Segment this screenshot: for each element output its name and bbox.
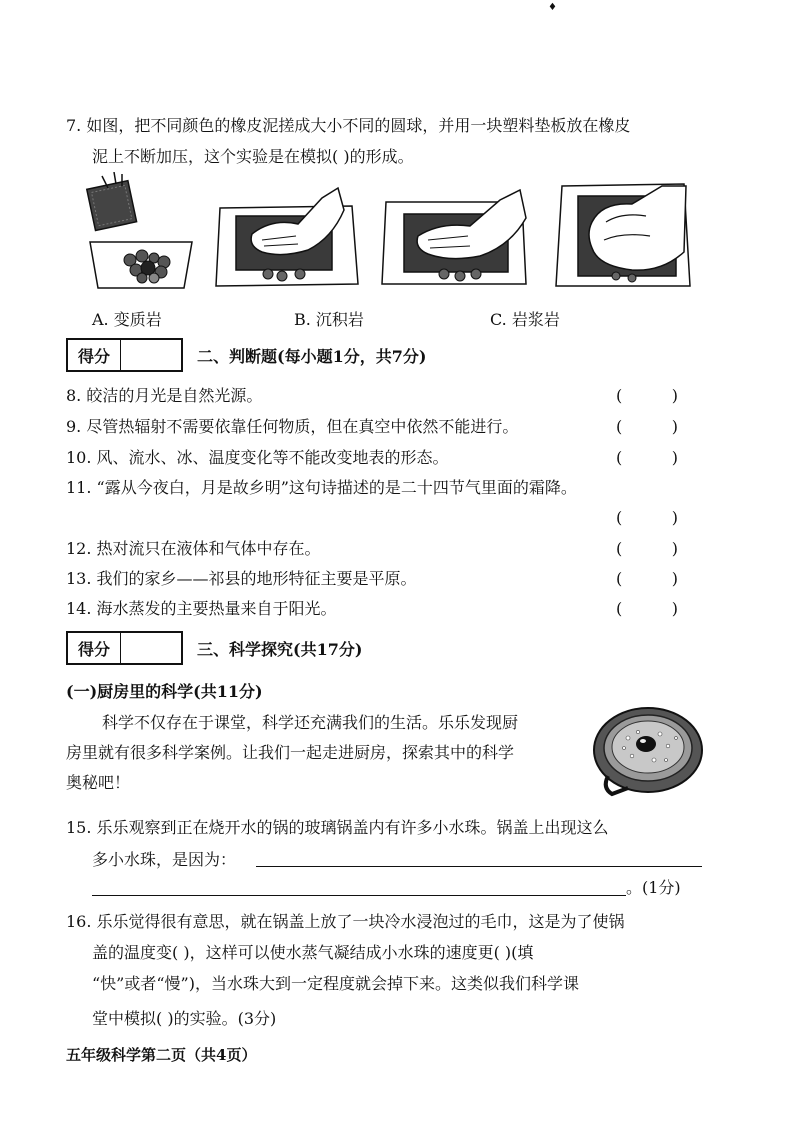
q9-answer-paren[interactable]: ( ) xyxy=(616,417,678,436)
section2-header xyxy=(66,338,426,372)
q16-line1: 16. 乐乐觉得很有意思，就在锅盖上放了一块冷水浸泡过的毛巾，这是为了使锅 xyxy=(66,912,625,931)
q10-answer-paren[interactable]: ( ) xyxy=(616,448,678,467)
pot-lid-image xyxy=(588,702,706,800)
q8-text: 8. 皎洁的月光是自然光源。 xyxy=(66,386,263,405)
q15-answer-line-2[interactable] xyxy=(92,895,626,896)
q11-answer-paren[interactable]: ( ) xyxy=(616,508,678,527)
q7-figure-1 xyxy=(84,172,198,292)
subsection-title: (一)厨房里的科学(共11分) xyxy=(66,682,263,701)
score-box xyxy=(66,631,183,665)
q15-answer-line-1[interactable] xyxy=(256,866,702,867)
q7-option-b: B. 沉积岩 xyxy=(294,310,364,329)
q16-line3: “快”或者“慢”)，当水珠大到一定程度就会掉下来。这类似我们科学课 xyxy=(92,974,579,993)
q10-text: 10. 风、流水、冰、温度变化等不能改变地表的形态。 xyxy=(66,448,449,467)
score-label: 得分 xyxy=(68,340,121,370)
q7-option-a: A. 变质岩 xyxy=(92,310,162,329)
intro-line1: 科学不仅存在于课堂，科学还充满我们的生活。乐乐发现厨 xyxy=(102,713,519,732)
q14-answer-paren[interactable]: ( ) xyxy=(616,599,678,618)
intro-line3: 奥秘吧！ xyxy=(66,773,131,792)
q8-answer-paren[interactable]: ( ) xyxy=(616,386,678,405)
score-box xyxy=(66,338,183,372)
q13-text: 13. 我们的家乡——祁县的地形特征主要是平原。 xyxy=(66,569,417,588)
score-label: 得分 xyxy=(68,633,121,663)
q7-figure-2 xyxy=(212,178,360,290)
q15-line2: 多小水珠，是因为： xyxy=(92,850,237,869)
q15-score: 。(1分) xyxy=(626,878,681,897)
score-blank[interactable] xyxy=(121,340,181,370)
page-footer: 五年级科学第二页（共4页） xyxy=(66,1046,257,1064)
q15-line1: 15. 乐乐观察到正在烧开水的锅的玻璃锅盖内有许多小水珠。锅盖上出现这么 xyxy=(66,818,609,837)
intro-line2: 房里就有很多科学案例。让我们一起走进厨房，探索其中的科学 xyxy=(66,743,515,762)
q13-answer-paren[interactable]: ( ) xyxy=(616,569,678,588)
section3-header xyxy=(66,631,362,665)
q12-answer-paren[interactable]: ( ) xyxy=(616,539,678,558)
q7-line2: 泥上不断加压，这个实验是在模拟( )的形成。 xyxy=(92,147,414,166)
score-blank[interactable] xyxy=(121,633,181,663)
q14-text: 14. 海水蒸发的主要热量来自于阳光。 xyxy=(66,599,337,618)
section3-title: 三、科学探究(共17分) xyxy=(197,639,363,659)
q16-line2: 盖的温度变( )，这样可以使水蒸气凝结成小水珠的速度更( )(填 xyxy=(92,943,534,962)
q7-figure-4 xyxy=(552,182,692,294)
q7-option-c: C. 岩浆岩 xyxy=(490,310,560,329)
q12-text: 12. 热对流只在液体和气体中存在。 xyxy=(66,539,321,558)
q7-line1: 7. 如图，把不同颜色的橡皮泥搓成大小不同的圆球，并用一块塑料垫板放在橡皮 xyxy=(66,116,631,135)
page-mark: ♦ xyxy=(548,2,557,13)
q7-figure-3 xyxy=(380,178,530,290)
q11-text: 11. “露从今夜白，月是故乡明”这句诗描述的是二十四节气里面的霜降。 xyxy=(66,478,577,497)
q16-line4: 堂中模拟( )的实验。(3分) xyxy=(92,1009,277,1028)
section2-title: 二、判断题(每小题1分，共7分) xyxy=(197,346,427,366)
q9-text: 9. 尽管热辐射不需要依靠任何物质，但在真空中依然不能进行。 xyxy=(66,417,519,436)
